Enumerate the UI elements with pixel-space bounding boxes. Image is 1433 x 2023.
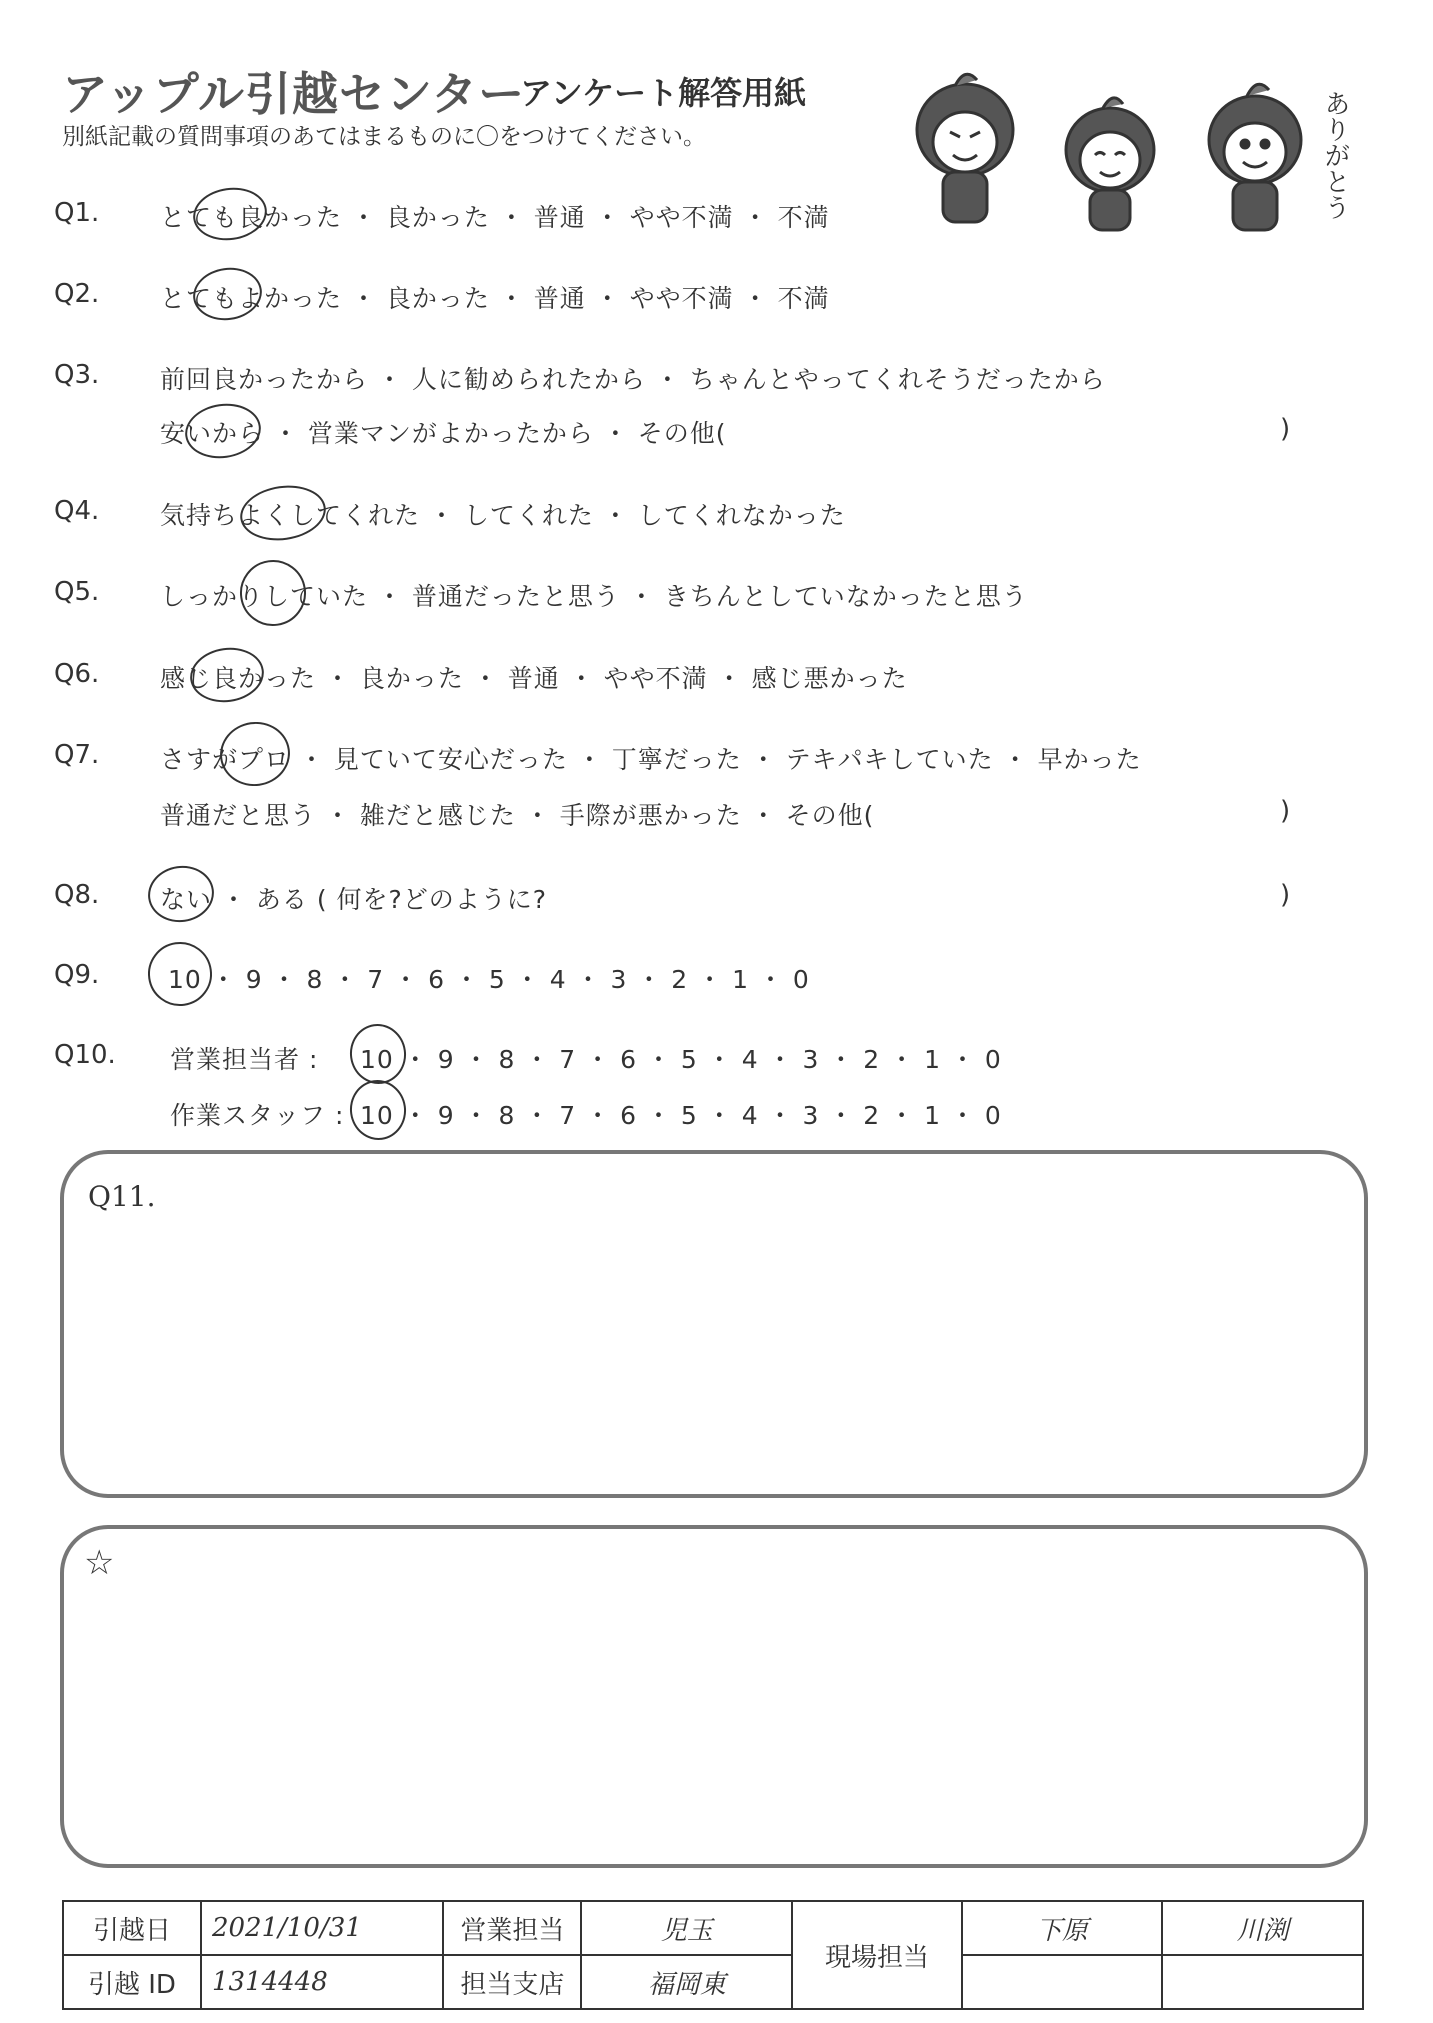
site-rep-empty-2[interactable] — [1162, 1955, 1363, 2009]
q3-options-line1[interactable]: 前回良かったから ・ 人に勧められたから ・ ちゃんとやってくれそうだったから — [160, 365, 1106, 394]
mascot-illustration-icon — [895, 60, 1395, 235]
q1-selection-circle — [190, 183, 271, 245]
info-table — [62, 1900, 1364, 2010]
q7-close-paren: ) — [1280, 796, 1291, 826]
branch-value[interactable]: 福岡東 — [581, 1955, 792, 2009]
mascot-left-icon — [917, 74, 1013, 222]
q7-options-line2[interactable]: 普通だと思う ・ 雑だと感じた ・ 手際が悪かった ・ その他( — [160, 801, 875, 830]
q5-options[interactable]: しっかりしていた ・ 普通だったと思う ・ きちんとしていなかったと思う — [160, 582, 1028, 611]
sales-rep-label: 営業担当 — [443, 1901, 581, 1955]
star-icon: ☆ — [84, 1543, 115, 1583]
q6-selection-circle — [187, 643, 268, 707]
q10-sales-scale[interactable]: 10 ・ 9 ・ 8 ・ 7 ・ 6 ・ 5 ・ 4 ・ 3 ・ 2 ・ 1 ・ 0 — [360, 1045, 1002, 1074]
q3-close-paren: ) — [1280, 414, 1291, 444]
site-rep-1[interactable]: 下原 — [962, 1901, 1163, 1955]
q10-sales-label: 営業担当者 : — [170, 1045, 319, 1074]
q1-label: Q1. — [54, 198, 100, 228]
q5-selection-circle — [236, 556, 311, 631]
move-id-value[interactable]: 1314448 — [201, 1955, 443, 2009]
q1-options[interactable]: とても良かった ・ 良かった ・ 普通 ・ やや不満 ・ 不満 — [160, 203, 830, 232]
q10-label: Q10. — [54, 1040, 116, 1070]
q4-label: Q4. — [54, 496, 100, 526]
q6-label: Q6. — [54, 659, 100, 689]
q8-selection-circle — [144, 862, 217, 927]
q10-staff-label: 作業スタッフ : — [170, 1101, 345, 1130]
site-rep-label: 現場担当 — [792, 1901, 961, 2009]
star-comment-box[interactable] — [60, 1525, 1368, 1868]
sales-rep-value[interactable]: 児玉 — [581, 1901, 792, 1955]
site-rep-empty-1[interactable] — [962, 1955, 1163, 2009]
q6-options[interactable]: 感じ良かった ・ 良かった ・ 普通 ・ やや不満 ・ 感じ悪かった — [160, 664, 908, 693]
q11-label: Q11. — [88, 1180, 156, 1213]
q8-options[interactable]: ない ・ ある ( 何を?どのように? — [160, 885, 548, 914]
q7-options-line1[interactable]: さすがプロ ・ 見ていて安心だった ・ 丁寧だった ・ テキパキしていた ・ 早かった — [160, 745, 1142, 774]
q10-sales-selection-circle — [346, 1020, 410, 1087]
q8-label: Q8. — [54, 880, 100, 910]
q4-selection-circle — [237, 480, 330, 545]
q3-selection-circle — [182, 399, 265, 463]
q3-label: Q3. — [54, 360, 100, 390]
q7-label: Q7. — [54, 740, 100, 770]
move-id-label: 引越 ID — [63, 1955, 201, 2009]
q5-label: Q5. — [54, 577, 100, 607]
q2-selection-circle — [190, 263, 266, 324]
q10-staff-selection-circle — [346, 1076, 410, 1143]
q10-staff-scale[interactable]: 10 ・ 9 ・ 8 ・ 7 ・ 6 ・ 5 ・ 4 ・ 3 ・ 2 ・ 1 ・ 0 — [360, 1101, 1002, 1130]
arigatou-text: ありがとう — [1320, 90, 1350, 220]
q9-scale[interactable]: 10 ・ 9 ・ 8 ・ 7 ・ 6 ・ 5 ・ 4 ・ 3 ・ 2 ・ 1 ・ 0 — [168, 965, 810, 994]
mascot-right-icon — [1209, 84, 1301, 230]
move-date-value[interactable]: 2021/10/31 — [201, 1901, 443, 1955]
q9-label: Q9. — [54, 960, 100, 990]
q9-selection-circle — [144, 938, 216, 1010]
form-title: アンケート解答用紙 — [520, 74, 807, 112]
site-rep-2[interactable]: 川渕 — [1162, 1901, 1363, 1955]
branch-label: 担当支店 — [443, 1955, 581, 2009]
q8-close-paren: ) — [1280, 880, 1291, 910]
q3-options-line2[interactable]: 安いから ・ 営業マンがよかったから ・ その他( — [160, 419, 727, 448]
q2-options[interactable]: とてもよかった ・ 良かった ・ 普通 ・ やや不満 ・ 不満 — [160, 284, 830, 313]
q2-label: Q2. — [54, 279, 100, 309]
move-date-label: 引越日 — [63, 1901, 201, 1955]
instructions: 別紙記載の質問事項のあてはまるものに〇をつけてください。 — [62, 124, 706, 150]
mascot-middle-icon — [1066, 98, 1154, 230]
q7-selection-circle — [216, 717, 294, 790]
q4-options[interactable]: 気持ちよくしてくれた ・ してくれた ・ してくれなかった — [160, 501, 846, 530]
q11-comment-box[interactable] — [60, 1150, 1368, 1498]
company-name: アップル引越センター — [62, 67, 526, 121]
